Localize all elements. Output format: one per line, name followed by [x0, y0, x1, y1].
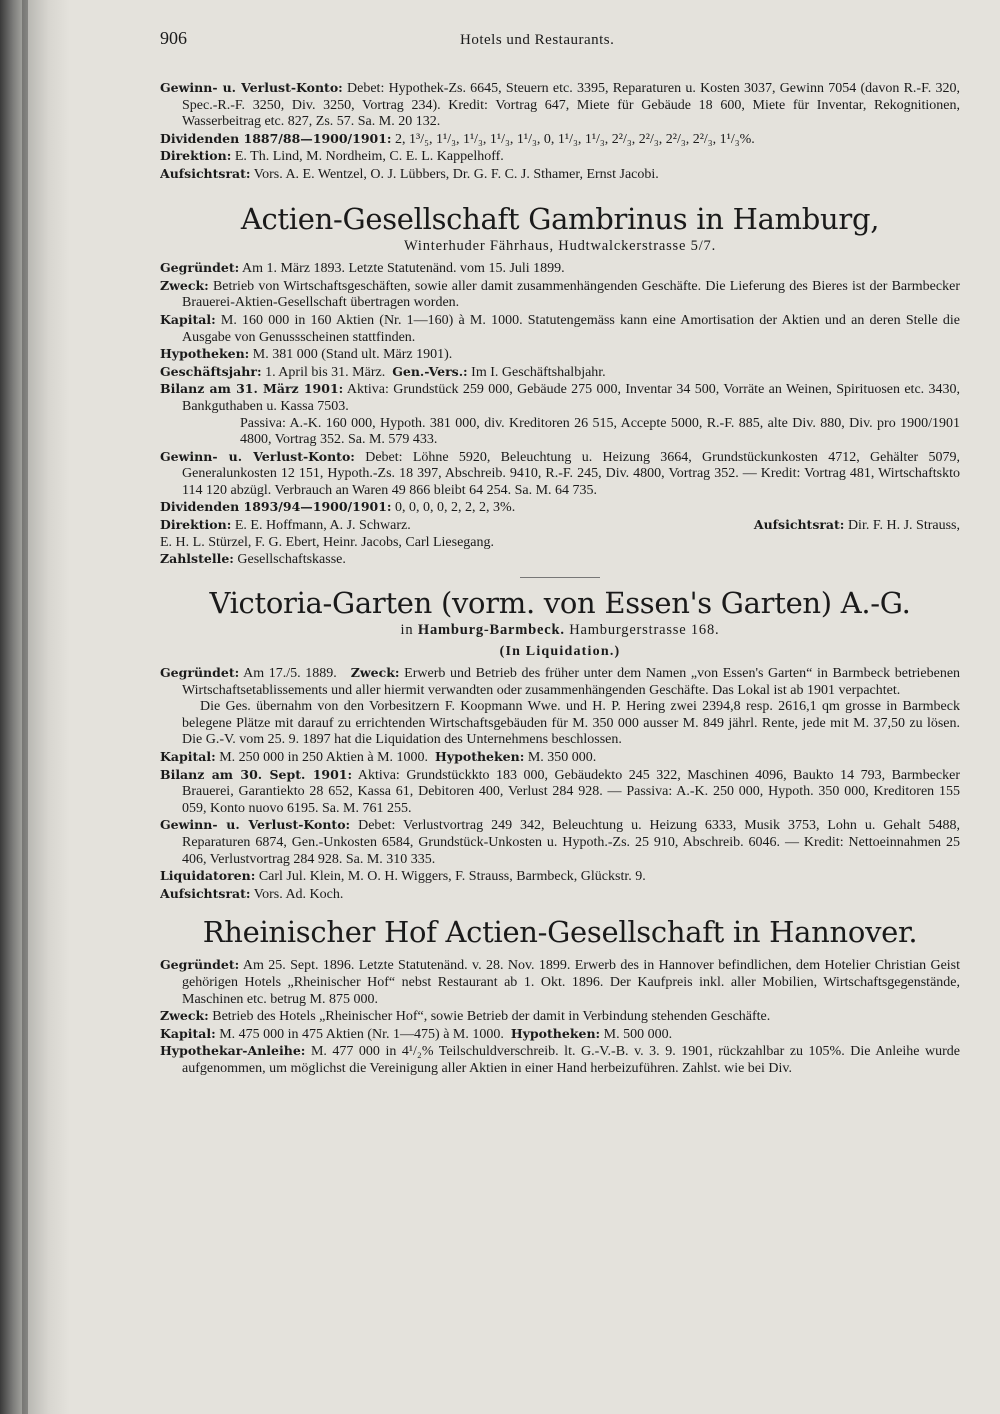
zweck-paragraph: Zweck: Betrieb von Wirtschaftsgeschäften, sowie aller damit zusammenhängenden Geschäfte. Die Lieferung des Bieres ist der Barmbecker Brauerei-Aktien-Gesellschaft übertragen worden.	[160, 277, 960, 311]
hypotheken-paragraph: Hypotheken: M. 381 000 (Stand ult. März 1901).	[160, 346, 453, 363]
direktion-paragraph: Direktion: E. Th. Lind, M. Nordheim, C. E. L. Kappelhoff.	[160, 148, 504, 165]
kapital-paragraph: Kapital: M. 475 000 in 475 Aktien (Nr. 1—475) à M. 1000. Hypotheken: M. 500 000.	[160, 1025, 673, 1042]
history-paragraph: Die Ges. übernahm von den Vorbesitzern F. Koopmann Wwe. und H. P. Hering zwei 2394,8 resp. 2616,1 qm grosse in Barmbeck belegene Plätze mit darauf zu errichtenden Wirtschaftsgebäuden für M. 350 000 ausser M. 849 jährl. Rente, jede mit M. 37,50 zu lösen. Die G.-V. vom 25. 9. 1897 hat die Liquidation des Unternehmens beschlossen.	[182, 699, 960, 748]
liquidation-notice: (In Liquidation.)	[499, 644, 621, 660]
aufsichtsrat-paragraph: Aufsichtsrat: Vors. Ad. Koch.	[160, 885, 344, 902]
dividenden-paragraph: Dividenden 1887/88—1900/1901: 2, 1³/₅, 1¹/₃, 1¹/₃, 1¹/₃, 1¹/₃, 0, 1¹/₃, 1¹/₃, 2²/₃, 2²/₃, 2²/₃, 2²/₃, 1¹/₃%.	[160, 130, 755, 147]
book-spine-shadow	[0, 0, 70, 1414]
page-header	[160, 30, 960, 54]
document-page	[160, 30, 960, 1400]
geschaeftsjahr-paragraph: Geschäftsjahr: 1. April bis 31. März. Gen.-Vers.: Im I. Geschäftshalbjahr.	[160, 363, 606, 380]
gewinn-verlust-paragraph: Gewinn- u. Verlust-Konto: Debet: Löhne 5920, Beleuchtung u. Heizung 3664, Grundstückunkosten 4712, Gehälter 5079, Generalunkosten 12 151, Hypoth.-Zs. 18 397, Abschreib. 9410, R.-F. 245, Div. 4800, Vortrag 352. — Kredit: Vortrag 481, Wirtschaftskto 114 120 abzügl. Verbrauch an Waren 49 866 bleibt 64 254. Sa. M. 64 735.	[160, 448, 960, 498]
entry-gambrinus	[160, 202, 960, 569]
page-number: 906	[160, 30, 187, 48]
aufsichtsrat-paragraph: Aufsichtsrat: Vors. A. E. Wentzel, O. J. Lübbers, Dr. G. F. C. J. Sthamer, Ernst Jacobi.	[160, 165, 659, 182]
kapital-paragraph: Kapital: M. 250 000 in 250 Aktien à M. 1000. Hypotheken: M. 350 000.	[160, 749, 597, 765]
bilanz-paragraph: Bilanz am 30. Sept. 1901: Aktiva: Grundstückkto 183 000, Gebäudekto 245 322, Maschinen 4096, Baukto 14 793, Barmbecker Brauerei, Garantiekto 28 652, Kassa 61, Debitoren 400, Verlust 284 928. — Passiva: A.-K. 250 000, Hypoth. 350 000, Kreditoren 155 059, Konto nuovo 6195. Sa. M. 761 255.	[160, 766, 960, 816]
gewinn-verlust-paragraph: Gewinn- u. Verlust-Konto: Debet: Hypothek-Zs. 6645, Steuern etc. 3395, Reparaturen u. Kosten 3037, Gewinn 7054 (davon R.-F. 320, Spec.-R.-F. 3250, Div. 3250, Vortrag 234). Kredit: Vortrag 647, Miete für Gebäude 18 600, Miete für Inventar, Rekognitionen, Wasserbeitrag etc. 827, Zs. 57. Sa. M. 20 132.	[160, 80, 960, 130]
running-title: Hotels und Restaurants.	[460, 32, 615, 48]
bilanz-passiva-paragraph: Passiva: A.-K. 160 000, Hypoth. 381 000, div. Kreditoren 26 515, Accepte 5000, R.-F. 885, alte Div. 880, Div. pro 1900/1901 4800, Vortrag 352. Sa. M. 579 433.	[240, 415, 960, 448]
entry-victoria-garten	[160, 586, 960, 904]
bilanz-paragraph: Bilanz am 31. März 1901: Aktiva: Grundstück 259 000, Gebäude 275 000, Inventar 34 500, Vorräte an Weinen, Spirituosen etc. 3430, Bankguthaben u. Kassa 7503.	[160, 381, 960, 414]
direktion-paragraph: Aufsichtsrat: Dir. F. H. J. Strauss, Direktion: E. E. Hoffmann, A. J. Schwarz.	[160, 517, 960, 534]
entry-title: Actien-Gesellschaft Gambrinus in Hamburg,	[240, 201, 880, 236]
gegruendet-paragraph: Gegründet: Am 1. März 1893. Letzte Statutenänd. vom 15. Juli 1899.	[160, 260, 565, 277]
liquidatoren-paragraph: Liquidatoren: Carl Jul. Klein, M. O. H. Wiggers, F. Strauss, Barmbeck, Glückstr. 9.	[160, 868, 646, 885]
section-divider	[520, 577, 600, 578]
entry-title: Victoria-Garten (vorm. von Essen's Garten) A.-G.	[209, 585, 911, 620]
kapital-paragraph: Kapital: M. 160 000 in 160 Aktien (Nr. 1—160) à M. 1000. Statutengemäss kann eine Amortisation der Aktien und an deren Stelle die Ausgabe von Genussscheinen stattfinden.	[160, 311, 960, 345]
entry-subtitle: Winterhuder Fährhaus, Hudtwalckerstrasse 5/7.	[403, 237, 717, 254]
zweck-paragraph: Zweck: Betrieb des Hotels „Rheinischer Hof“, sowie Betrieb der damit in Verbindung stehenden Geschäfte.	[160, 1008, 771, 1025]
anleihe-paragraph: Hypothekar-Anleihe: M. 477 000 in 4¹/₂% Teilschuldverschreib. lt. G.-V.-B. v. 3. 9. 1901, rückzahlbar zu 105%. Die Anleihe wurde aufgenommen, um möglichst die Vereinigung aller Aktien in einer Hand herbeizuführen. Zahlst. wie bei Div.	[160, 1043, 960, 1076]
gegruendet-zweck-paragraph: Gegründet: Am 17./5. 1889. Zweck: Erwerb und Betrieb des früher unter dem Namen „von Essen's Garten“ in Barmbeck betriebenen Wirtschaftsetablissements und aller hiermit verwandten oder zusammenhängenden Geschäfte. Das Lokal ist ab 1901 verpachtet.	[160, 665, 960, 698]
dividenden-paragraph: Dividenden 1893/94—1900/1901: 0, 0, 0, 0, 2, 2, 2, 3%.	[160, 499, 516, 516]
gewinn-verlust-paragraph: Gewinn- u. Verlust-Konto: Debet: Verlustvortrag 249 342, Beleuchtung u. Heizung 6333, Musik 3753, Lohn u. Gehalt 5488, Reparaturen 6874, Gen.-Unkosten 6584, Grundstück-Unkosten u. Hypoth.-Zs. 25 910, Abschreib. 6046. — Kredit: Nettoeinnahmen 25 406, Verlustvortrag 284 928. Sa. M. 310 335.	[160, 817, 960, 867]
entry-title: Rheinischer Hof Actien-Gesellschaft in Hannover.	[202, 915, 918, 950]
entry-subtitle: in Hamburg-Barmbeck. Hamburgerstrasse 168.	[400, 621, 720, 638]
gegruendet-paragraph: Gegründet: Am 25. Sept. 1896. Letzte Statutenänd. v. 28. Nov. 1899. Erwerb des in Hannover befindlichen, dem Hotelier Christian Geist gehörigen Hotels „Rheinischer Hof“ nebst Restaurant ab 1. Okt. 1896. Der Kaufpreis inkl. aller Mobilien, Wirtschaftsgegenstände, Maschinen etc. betrug M. 875 000.	[160, 957, 960, 1007]
entry-rheinischer-hof	[160, 915, 960, 1077]
zahlstelle-paragraph: Zahlstelle: Gesellschaftskasse.	[160, 551, 346, 568]
previous-entry	[160, 80, 960, 184]
aufsichtsrat-paragraph: E. H. L. Stürzel, F. G. Ebert, Heinr. Jacobs, Carl Liesegang.	[160, 534, 495, 550]
